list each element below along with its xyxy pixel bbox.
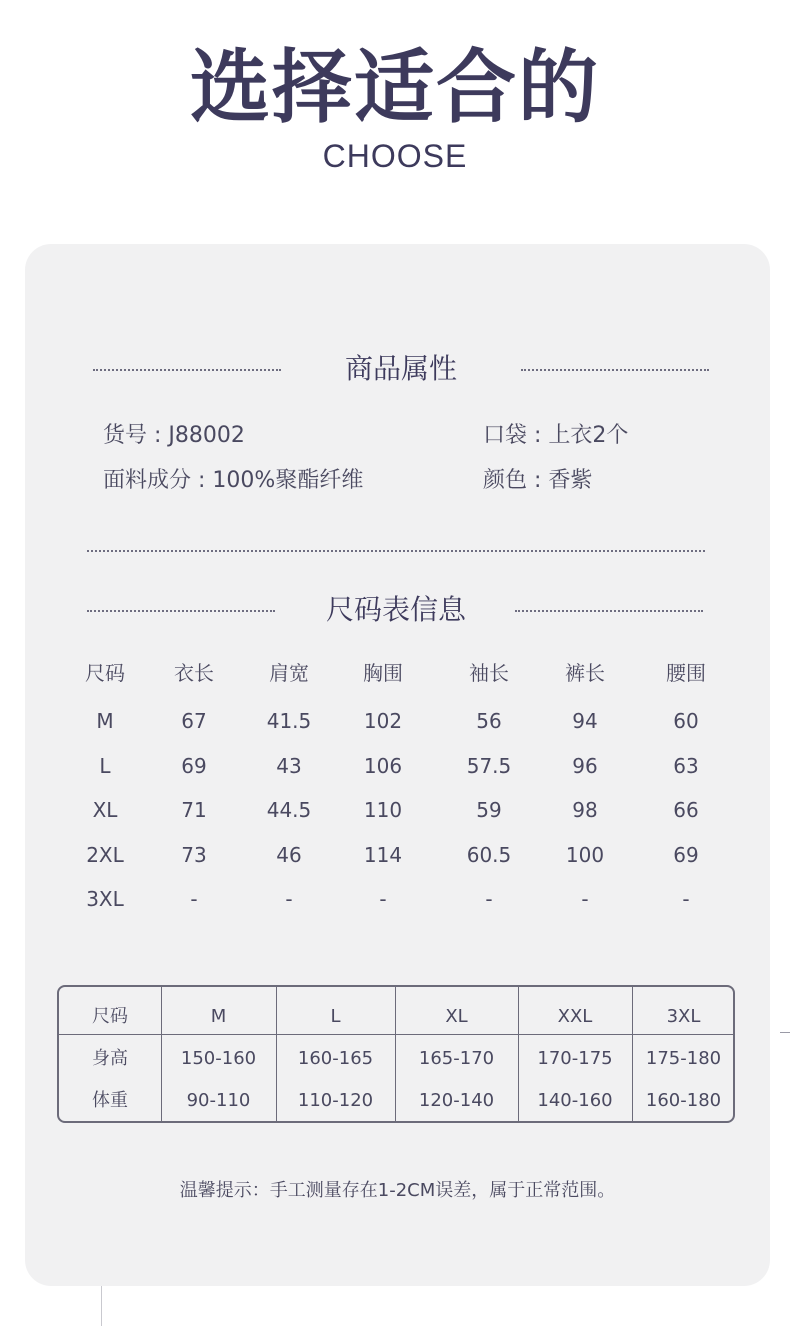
fit-table-cell: 140-160 [537, 1090, 613, 1111]
fit-table-cell: 175-180 [645, 1048, 722, 1069]
table-cell: - [379, 887, 387, 911]
table-row-divider [59, 1034, 733, 1035]
page-subtitle: CHOOSE [322, 138, 468, 174]
table-cell: 96 [572, 754, 598, 778]
table-cell: 69 [181, 754, 207, 778]
table-cell: 102 [363, 709, 403, 733]
section-divider [87, 550, 705, 552]
attr-sep: : [147, 423, 169, 448]
fit-table-cell: 160-180 [645, 1090, 722, 1111]
attr-item-fabric [103, 466, 363, 496]
table-cell: XL [92, 798, 118, 822]
table-cell: L [99, 754, 111, 778]
edge-mark [101, 1286, 102, 1326]
attr-label: 货号 [103, 423, 148, 448]
table-cell: - [485, 887, 493, 911]
edge-mark [780, 1032, 790, 1033]
table-cell: 114 [363, 843, 403, 867]
table-cell: 56 [476, 709, 502, 733]
table-cell: M [96, 709, 114, 733]
size-table-heading-label: 尺码表信息 [325, 593, 466, 626]
attr-value: J88002 [168, 423, 245, 448]
table-cell: 66 [673, 798, 699, 822]
table-cell: 98 [572, 798, 598, 822]
attr-label: 口袋 [483, 423, 528, 448]
heading-dots-right [515, 610, 703, 612]
table-cell: - [190, 887, 198, 911]
heading-dots-left [87, 610, 275, 612]
attr-label: 颜色 [483, 468, 528, 493]
table-cell: 57.5 [466, 754, 512, 778]
table-cell: 73 [181, 843, 207, 867]
fit-table-cell: 110-120 [297, 1090, 374, 1111]
attr-label: 面料成分 [103, 468, 192, 493]
column-header: 胸围 [363, 661, 403, 685]
attr-item-pocket [483, 421, 628, 451]
column-header: 尺码 [85, 661, 125, 685]
table-cell: 41.5 [266, 709, 312, 733]
fit-table-cell: 170-175 [537, 1048, 613, 1069]
attr-value: 香紫 [548, 468, 593, 493]
attr-sep: : [527, 468, 549, 493]
table-cell: 71 [181, 798, 207, 822]
fit-column-header: 3XL [666, 1006, 701, 1027]
table-cell: 44.5 [266, 798, 312, 822]
info-card [25, 244, 770, 1286]
table-cell: 3XL [86, 887, 124, 911]
table-cell: 60 [673, 709, 699, 733]
table-cell: - [285, 887, 293, 911]
attributes-heading [25, 349, 770, 389]
column-header: 肩宽 [269, 661, 309, 685]
column-header: 衣长 [174, 661, 214, 685]
heading-dots-left [93, 369, 281, 371]
table-cell: 100 [565, 843, 605, 867]
fit-table-cell: 体重 [92, 1090, 128, 1111]
table-cell: 69 [673, 843, 699, 867]
fit-column-header: M [210, 1006, 227, 1027]
column-header: 袖长 [469, 661, 509, 685]
fit-table-cell: 身高 [92, 1048, 128, 1069]
table-cell: 110 [363, 798, 403, 822]
column-header: 裤长 [565, 661, 605, 685]
table-cell: 60.5 [466, 843, 512, 867]
fit-column-header: XXL [557, 1006, 593, 1027]
fit-column-header: 尺码 [92, 1006, 128, 1027]
table-cell: - [581, 887, 589, 911]
fit-table-cell: 120-140 [418, 1090, 495, 1111]
attributes-heading-label: 商品属性 [344, 352, 457, 385]
table-cell: 46 [276, 843, 302, 867]
attr-sep: : [191, 468, 213, 493]
fit-table-cell: 160-165 [297, 1048, 374, 1069]
table-cell: 2XL [86, 843, 124, 867]
table-cell: 94 [572, 709, 598, 733]
attr-value: 上衣2个 [548, 423, 629, 448]
table-cell: 106 [363, 754, 403, 778]
measurement-note: 温馨提示：手工测量存在1-2CM误差，属于正常范围。 [179, 1180, 616, 1201]
fit-table [57, 985, 735, 1123]
fit-table-cell: 90-110 [186, 1090, 251, 1111]
table-cell: - [682, 887, 690, 911]
attr-item-sku [103, 421, 245, 451]
table-cell: 67 [181, 709, 207, 733]
size-table-heading [25, 590, 770, 630]
attr-item-color [483, 466, 592, 496]
fit-column-header: L [330, 1006, 341, 1027]
fit-table-cell: 165-170 [418, 1048, 495, 1069]
page-title: 选择适合的 [190, 41, 600, 134]
column-header: 腰围 [666, 661, 706, 685]
table-cell: 63 [673, 754, 699, 778]
heading-dots-right [521, 369, 709, 371]
table-cell: 59 [476, 798, 502, 822]
attr-sep: : [527, 423, 549, 448]
fit-column-header: XL [445, 1006, 468, 1027]
fit-table-cell: 150-160 [180, 1048, 257, 1069]
attr-value: 100%聚酯纤维 [212, 468, 364, 493]
table-cell: 43 [276, 754, 302, 778]
